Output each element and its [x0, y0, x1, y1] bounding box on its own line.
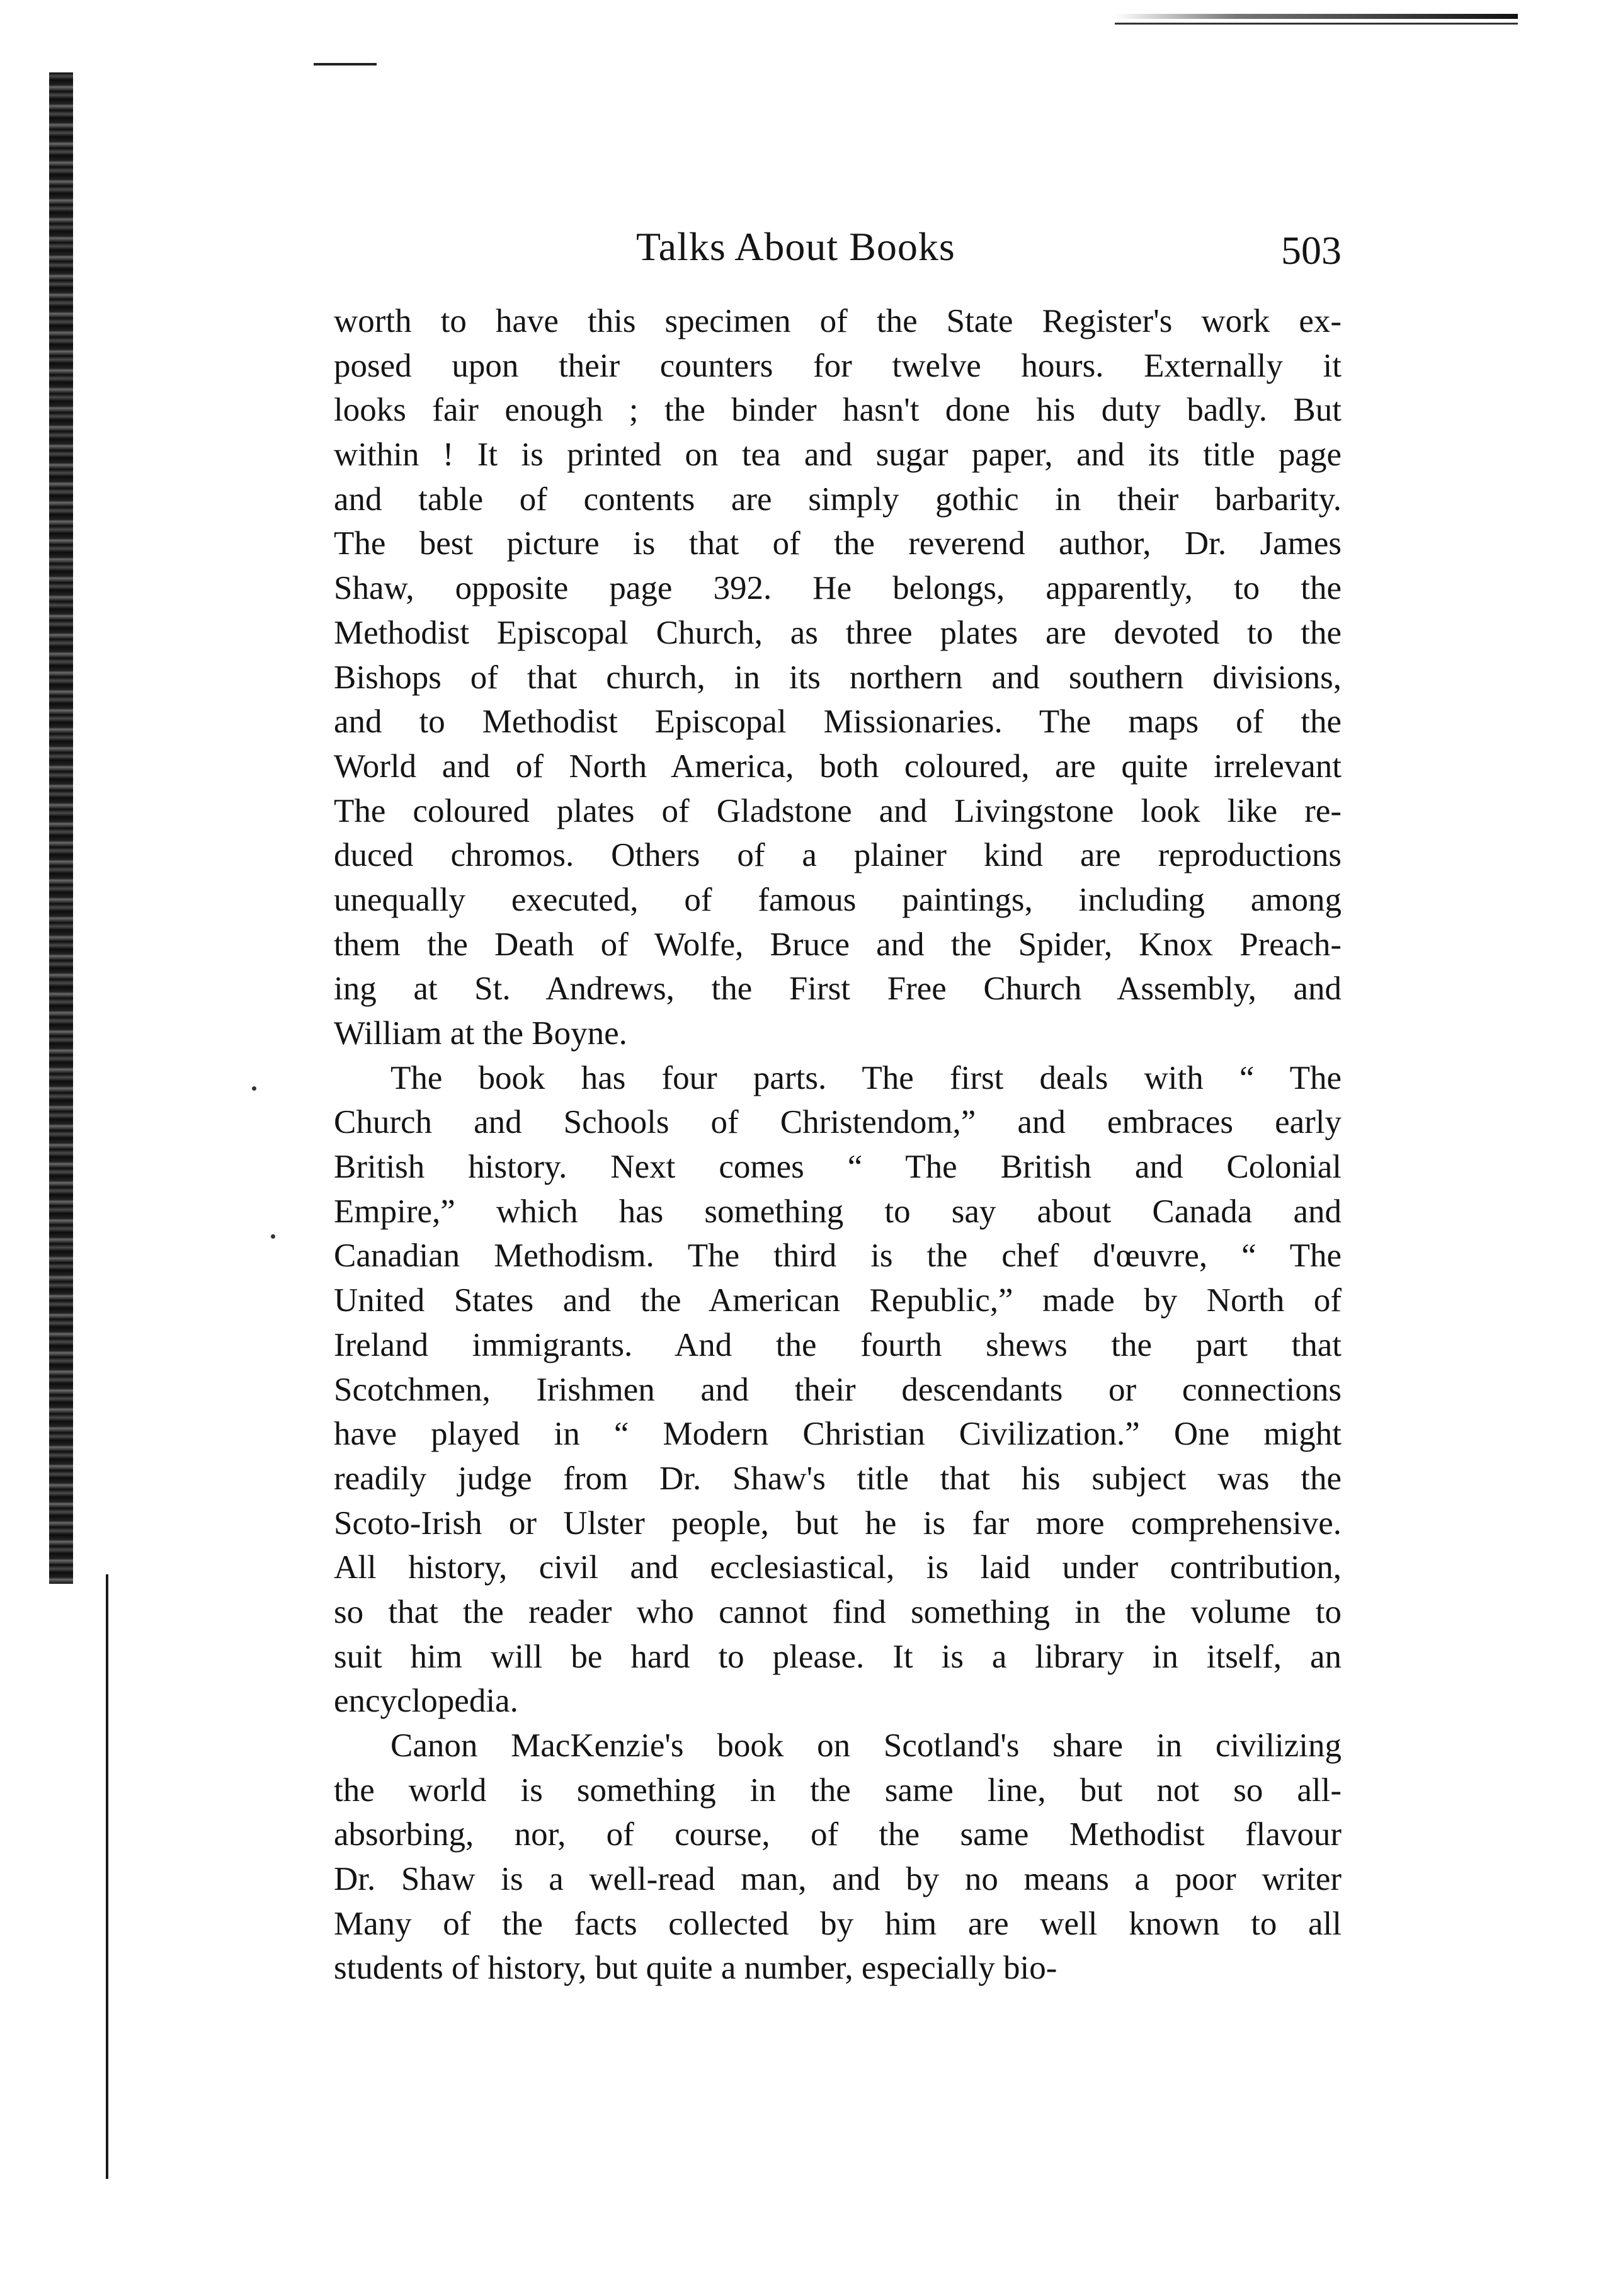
text-line: Church and Schools of Christendom,” and embraces early: [334, 1104, 1342, 1141]
text-line: suit him will be hard to please. It is a library in itself, an: [334, 1638, 1342, 1675]
text-line: and table of contents are simply gothic in their barbarity.: [334, 480, 1342, 518]
scan-mark-dash: [314, 63, 377, 65]
book-binding-edge: [49, 72, 73, 1584]
scan-edge-rule: [1115, 14, 1518, 19]
text-line: United States and the American Republic,” made by North of: [334, 1282, 1342, 1319]
text-line: Scotchmen, Irishmen and their descendants or connections: [334, 1371, 1342, 1408]
running-head: [334, 224, 1342, 274]
text-line: absorbing, nor, of course, of the same Methodist flavour: [334, 1816, 1342, 1853]
text-line: Ireland immigrants. And the fourth shews the part that: [334, 1326, 1342, 1363]
text-line: Dr. Shaw is a well-read man, and by no means a poor writer: [334, 1861, 1342, 1898]
text-line: within ! It is printed on tea and sugar paper, and its title page: [334, 436, 1342, 474]
text-line: The coloured plates of Gladstone and Livingstone look like re-: [334, 792, 1342, 829]
text-line: The best picture is that of the reverend author, Dr. James: [334, 525, 1342, 562]
text-line: encyclopedia.: [334, 1683, 518, 1720]
text-line: Empire,” which has something to say about Canada and: [334, 1193, 1342, 1230]
page-number: 503: [1281, 228, 1342, 273]
text-line: students of history, but quite a number, especially bio-: [334, 1950, 1057, 1987]
text-line: British history. Next comes “ The British and Colonial: [334, 1149, 1342, 1186]
text-line: Bishops of that church, in its northern and southern divisions,: [334, 659, 1342, 696]
text-line: Canon MacKenzie's book on Scotland's share in civilizing: [390, 1727, 1342, 1764]
text-line: Canadian Methodism. The third is the chef d'œuvre, “ The: [334, 1237, 1342, 1275]
margin-speck: [252, 1086, 256, 1091]
text-line: posed upon their counters for twelve hours. Externally it: [334, 347, 1342, 384]
text-line: The book has four parts. The first deals with “ The: [390, 1059, 1342, 1096]
text-line: Many of the facts collected by him are well known to all: [334, 1905, 1342, 1942]
text-line: William at the Boyne.: [334, 1015, 627, 1052]
paragraph: [334, 1056, 1342, 1724]
text-line: worth to have this specimen of the State Register's work ex-: [334, 303, 1342, 339]
text-line: All history, civil and ecclesiastical, is laid under contribution,: [334, 1549, 1342, 1586]
text-line: looks fair enough ; the binder hasn't done his duty badly. But: [334, 392, 1342, 429]
margin-speck: [271, 1234, 275, 1239]
text-line: and to Methodist Episcopal Missionaries. The maps of the: [334, 703, 1342, 741]
text-line: duced chromos. Others of a plainer kind are reproductions: [334, 837, 1342, 874]
text-line: Shaw, opposite page 392. He belongs, apparently, to the: [334, 570, 1342, 607]
text-line: them the Death of Wolfe, Bruce and the Spider, Knox Preach-: [334, 926, 1342, 963]
text-line: Scoto-Irish or Ulster people, but he is far more comprehensive.: [334, 1504, 1342, 1542]
page-gutter-line: [106, 1574, 108, 2179]
text-line: the world is something in the same line, but not so all-: [334, 1771, 1342, 1809]
text-line: unequally executed, of famous paintings, including among: [334, 881, 1342, 918]
paragraph: [334, 1724, 1342, 1991]
running-title: Talks About Books: [636, 224, 955, 269]
text-line: Methodist Episcopal Church, as three plates are devoted to the: [334, 614, 1342, 651]
text-line: readily judge from Dr. Shaw's title that his subject was the: [334, 1460, 1342, 1497]
body-text: [334, 299, 1342, 1991]
text-line: ing at St. Andrews, the First Free Church Assembly, and: [334, 970, 1342, 1008]
scan-edge-rule-thin: [1115, 23, 1518, 25]
paragraph: [334, 299, 1342, 1056]
text-line: so that the reader who cannot find something in the volume to: [334, 1593, 1342, 1630]
text-line: have played in “ Modern Christian Civilization.” One might: [334, 1416, 1342, 1453]
text-line: World and of North America, both coloured, are quite irrelevant: [334, 747, 1342, 785]
